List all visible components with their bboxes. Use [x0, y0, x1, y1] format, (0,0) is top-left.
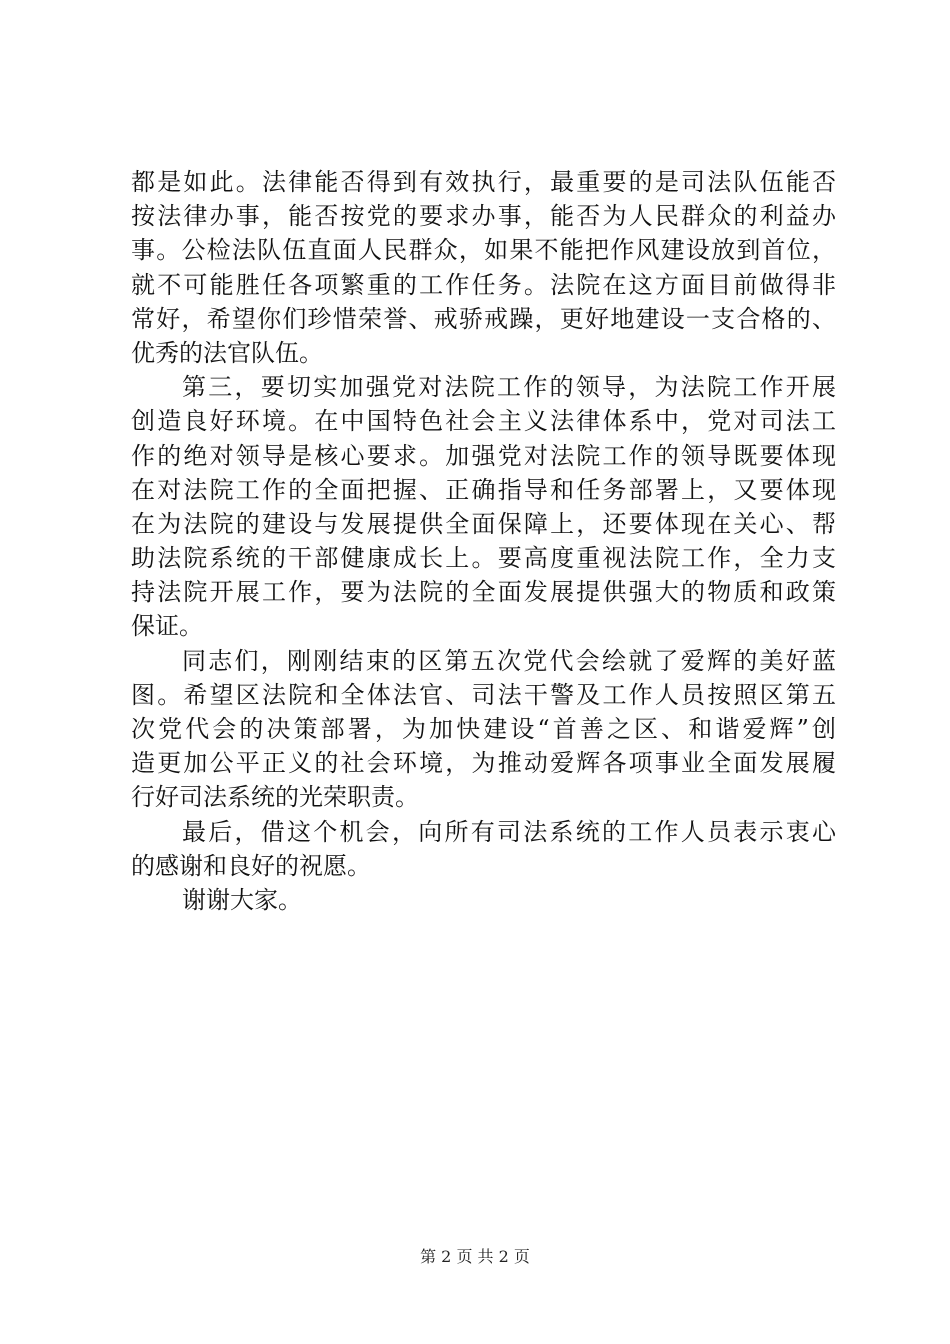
text-line: 作的绝对领导是核心要求。加强党对法院工作的领导既要体现: [131, 441, 836, 470]
text-line: 事。公检法队伍直面人民群众，如果不能把作风建设放到首位，: [131, 236, 836, 265]
text-line: 在为法院的建设与发展提供全面保障上，还要体现在关心、帮: [131, 509, 836, 538]
text-line: 按法律办事，能否按党的要求办事，能否为人民群众的利益办: [131, 202, 836, 231]
text-line: 次党代会的决策部署，为加快建设“首善之区、和谐爱辉”创: [131, 715, 836, 743]
page-footer: 第 2 页 共 2 页: [420, 1247, 530, 1266]
document-body: [131, 165, 836, 917]
text-line: 图。希望区法院和全体法官、司法干警及工作人员按照区第五: [131, 680, 836, 709]
text-line: 行好司法系统的光荣职责。: [131, 783, 419, 812]
text-line: 谢谢大家。: [182, 885, 302, 914]
text-line: 的感谢和良好的祝愿。: [131, 851, 371, 880]
text-line: 持法院开展工作，要为法院的全面发展提供强大的物质和政策: [131, 578, 836, 607]
text-line: 保证。: [131, 612, 203, 641]
text-line: 同志们，刚刚结束的区第五次党代会绘就了爱辉的美好蓝: [182, 646, 836, 675]
text-line: 创造良好环境。在中国特色社会主义法律体系中，党对司法工: [131, 407, 836, 436]
text-line: 第三，要切实加强党对法院工作的领导，为法院工作开展: [182, 373, 836, 402]
text-line: 都是如此。法律能否得到有效执行，最重要的是司法队伍能否: [131, 168, 836, 196]
text-line: 助法院系统的干部健康成长上。要高度重视法院工作，全力支: [131, 544, 836, 573]
text-line: 常好，希望你们珍惜荣誉、戒骄戒躁，更好地建设一支合格的、: [131, 304, 836, 333]
text-line: 最后，借这个机会，向所有司法系统的工作人员表示衷心: [182, 817, 836, 846]
text-line: 造更加公平正义的社会环境，为推动爱辉各项事业全面发展履: [131, 749, 836, 778]
text-line: 就不可能胜任各项繁重的工作任务。法院在这方面目前做得非: [131, 270, 836, 299]
text-line: 优秀的法官队伍。: [131, 338, 323, 367]
text-line: 在对法院工作的全面把握、正确指导和任务部署上，又要体现: [131, 475, 836, 504]
